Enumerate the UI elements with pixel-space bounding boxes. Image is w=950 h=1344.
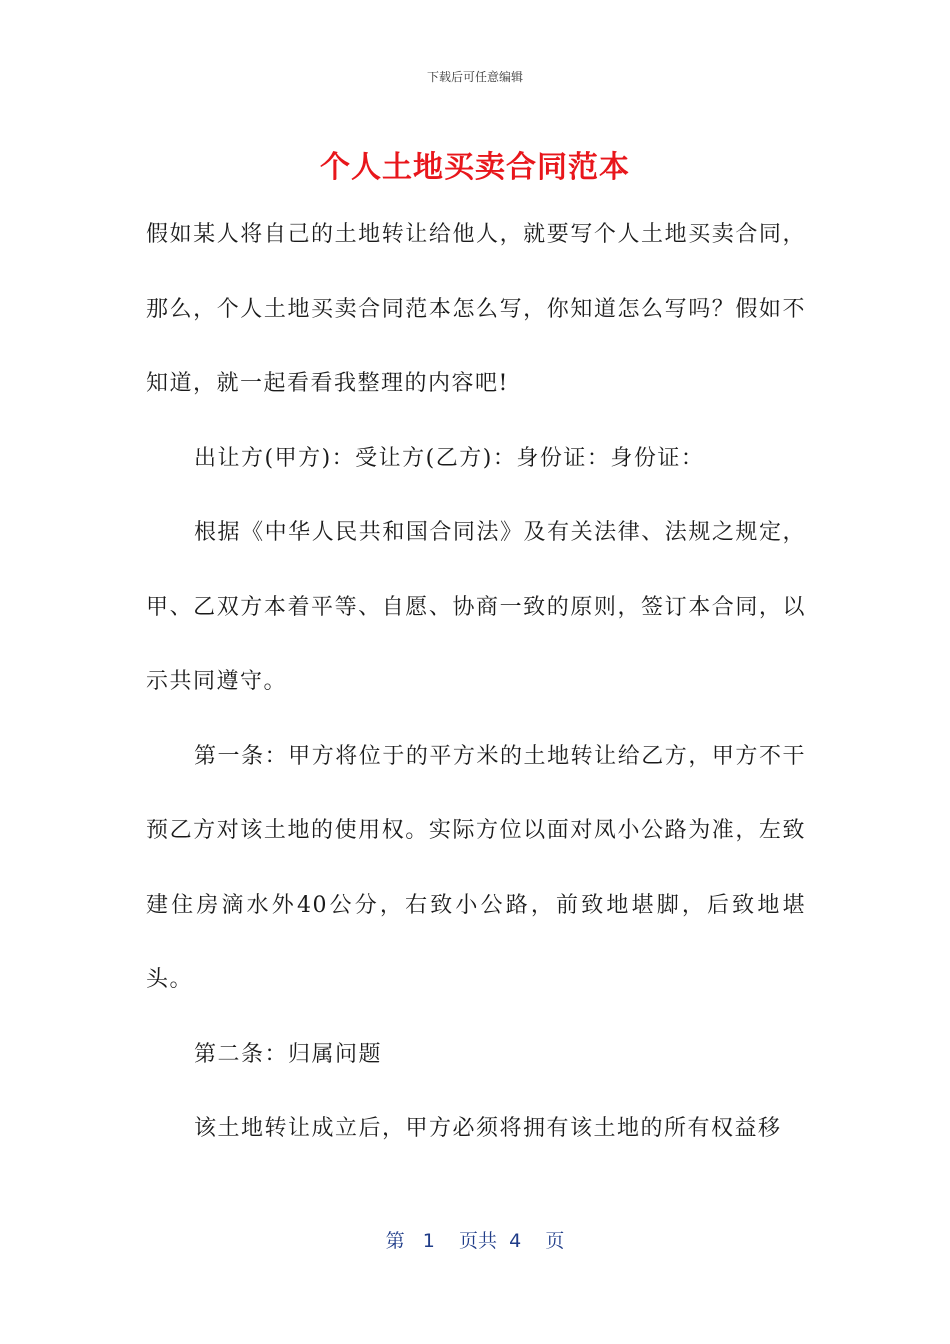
paragraph-article-1: 第一条：甲方将位于的平方米的土地转让给乙方，甲方不干预乙方对该土地的使用权。实际方位以面对凤小公路为准，左致建住房滴水外40公分，右致小公路，前致地堪脚，后致地堪头。	[146, 743, 806, 992]
paragraph-parties: 出让方(甲方)：受让方(乙方)：身份证：身份证：	[194, 445, 705, 471]
paragraph-article-2-heading: 第二条：归属问题	[194, 1041, 383, 1067]
page-header-note: 下载后可任意编辑	[426, 70, 523, 84]
paragraph-intro: 假如某人将自己的土地转让给他人，就要写个人土地买卖合同，那么，个人土地买卖合同范本怎么写，你知道怎么写吗？假如不知道，就一起看看我整理的内容吧!	[146, 222, 806, 396]
document-title: 个人土地买卖合同范本	[320, 150, 630, 185]
footer-suffix: 页	[545, 1230, 565, 1252]
footer-current-page: 1	[422, 1230, 435, 1252]
footer-prefix: 第	[385, 1230, 405, 1252]
paragraph-basis: 根据《中华人民共和国合同法》及有关法律、法规之规定，甲、乙双方本着平等、自愿、协商一致的原则，签订本合同，以示共同遵守。	[146, 520, 806, 694]
paragraph-article-2-body: 该土地转让成立后，甲方必须将拥有该土地的所有权益移	[194, 1116, 782, 1141]
document-body	[146, 198, 806, 1167]
footer-total-pages: 4	[509, 1230, 522, 1252]
footer-middle: 页共	[459, 1230, 498, 1252]
page-number-footer	[0, 1226, 950, 1253]
